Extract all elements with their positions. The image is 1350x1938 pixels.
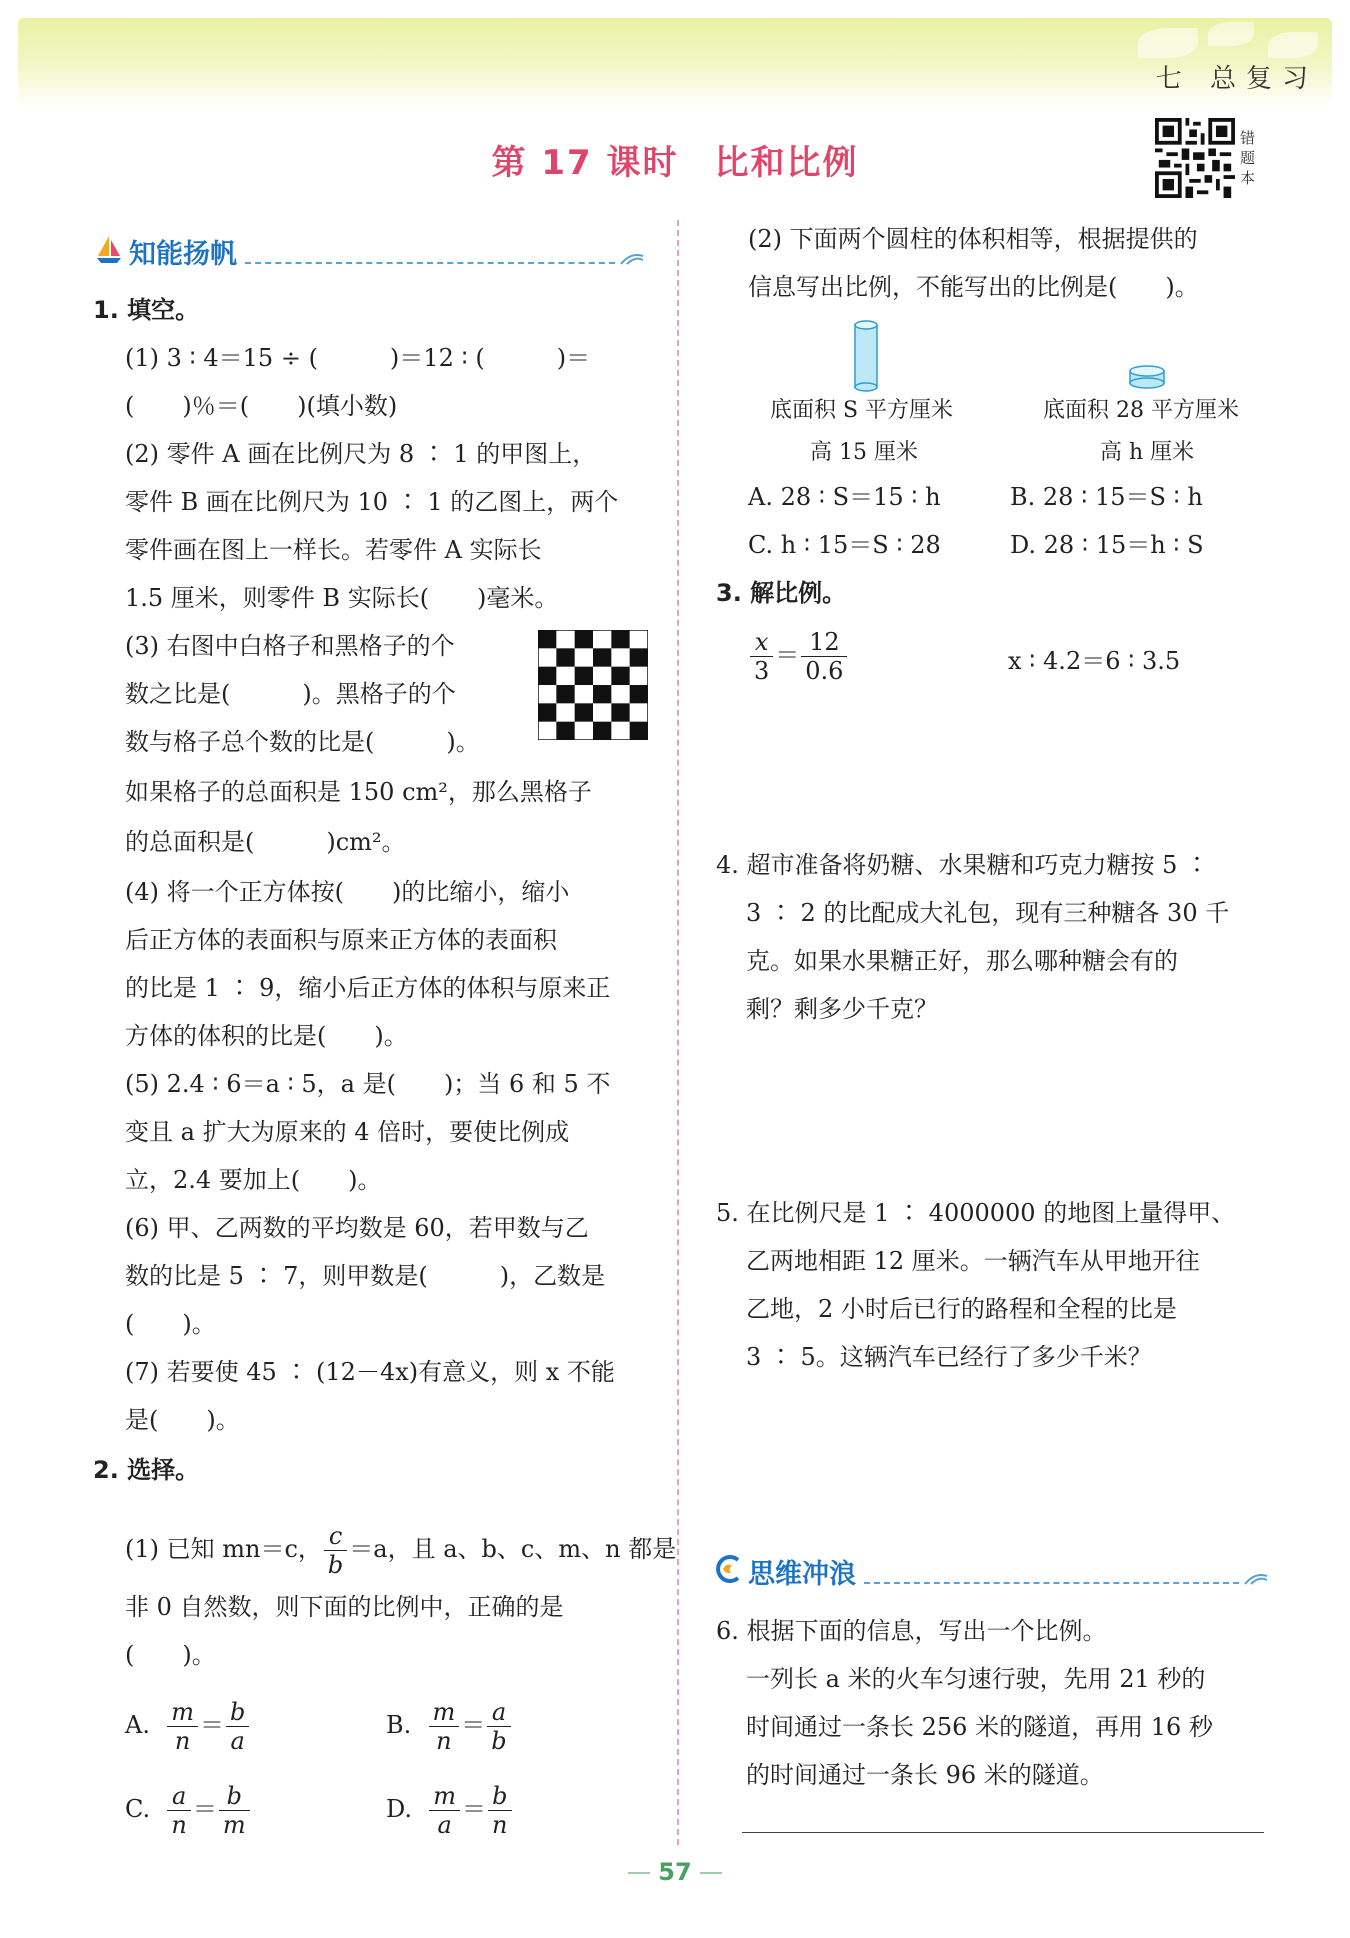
q1-6-line3: ( )。 bbox=[125, 1310, 216, 1338]
cylinder1-caption-2: 高 15 厘米 bbox=[810, 440, 918, 465]
q1-3-line2: 数之比是( )。黑格子的个 bbox=[125, 680, 456, 708]
column-divider bbox=[677, 220, 679, 1845]
swoosh-icon bbox=[619, 250, 645, 266]
q2-1-line1 bbox=[125, 1522, 676, 1579]
q1-1-line2: ( )％＝( )(填小数) bbox=[125, 392, 398, 420]
q5-line1: 5. 在比例尺是 1 ∶ 4000000 的地图上量得甲、 bbox=[716, 1199, 1236, 1227]
q4-line3: 克。如果水果糖正好，那么哪种糖会有的 bbox=[746, 947, 1178, 975]
q2-2-option-a[interactable]: A. 28 ∶ S＝15 ∶ h bbox=[748, 483, 941, 511]
q2-option-a[interactable]: A. $\frac{m}{n}$ ＝ $\frac{b}{a}$ bbox=[125, 1698, 251, 1755]
leaf-decoration bbox=[1208, 22, 1254, 46]
page-title bbox=[0, 135, 1350, 184]
q1-6-line2: 数的比是 5 ∶ 7，则甲数是( )，乙数是 bbox=[125, 1262, 606, 1290]
short-cylinder-figure bbox=[1127, 364, 1167, 390]
question-3-heading: 3. 解比例。 bbox=[716, 579, 847, 607]
q6-line3: 时间通过一条长 256 米的隧道，再用 16 秒 bbox=[746, 1713, 1213, 1741]
lesson-number: 第 17 课时 bbox=[491, 143, 679, 183]
section-rule bbox=[245, 262, 615, 264]
question-1-heading: 1. 填空。 bbox=[93, 296, 200, 324]
q3-equation-1: $\frac{x}{3}$ ＝ $\frac{12}{0.6}$ bbox=[748, 628, 849, 685]
q2-1-suffix: ＝a，且 a、b、c、m、n 都是 bbox=[349, 1535, 677, 1563]
q1-5-line2: 变且 a 扩大为原来的 4 倍时，要使比例成 bbox=[125, 1118, 570, 1146]
section-title: 思维冲浪 bbox=[748, 1559, 856, 1590]
q3-equation-2: x ∶ 4.2＝6 ∶ 3.5 bbox=[1008, 647, 1181, 675]
q1-7-line1: (7) 若要使 45 ∶ (12－4x)有意义，则 x 不能 bbox=[125, 1358, 615, 1386]
q1-6-line1: (6) 甲、乙两数的平均数是 60，若甲数与乙 bbox=[125, 1214, 589, 1242]
q4-line1: 4. 超市准备将奶糖、水果糖和巧克力糖按 5 ∶ bbox=[716, 851, 1210, 879]
q5-line4: 3 ∶ 5。这辆汽车已经行了多少千米？ bbox=[746, 1343, 1152, 1371]
section-header-siwei bbox=[714, 1552, 1269, 1588]
lesson-topic: 比和比例 bbox=[714, 143, 859, 183]
q2-2-line1: (2) 下面两个圆柱的体积相等，根据提供的 bbox=[748, 225, 1198, 253]
wave-icon bbox=[714, 1554, 742, 1584]
sailboat-icon bbox=[95, 234, 123, 264]
cylinder2-caption-2: 高 h 厘米 bbox=[1100, 440, 1195, 465]
page-number: 57 bbox=[0, 1858, 1350, 1886]
section-rule bbox=[864, 1582, 1239, 1584]
qr-code-icon[interactable] bbox=[1155, 118, 1235, 198]
q2-option-d[interactable]: D. $\frac{m}{a}$ ＝ $\frac{b}{n}$ bbox=[386, 1782, 514, 1839]
q6-line4: 的时间通过一条长 96 米的隧道。 bbox=[746, 1761, 1104, 1789]
q1-3-line5: 的总面积是( )cm²。 bbox=[125, 828, 406, 856]
header-banner bbox=[18, 18, 1332, 108]
q2-2-option-c[interactable]: C. h ∶ 15＝S ∶ 28 bbox=[748, 531, 941, 559]
section-title: 知能扬帆 bbox=[129, 239, 237, 270]
q2-1-line3: ( )。 bbox=[125, 1641, 216, 1669]
q1-7-line2: 是( )。 bbox=[125, 1406, 240, 1434]
tall-cylinder-figure bbox=[852, 320, 880, 392]
swoosh-icon bbox=[1243, 1570, 1269, 1586]
q2-2-option-b[interactable]: B. 28 ∶ 15＝S ∶ h bbox=[1010, 483, 1203, 511]
leaf-decoration bbox=[1138, 28, 1198, 58]
qr-label: 错题本 bbox=[1240, 129, 1256, 187]
q6-line1: 6. 根据下面的信息，写出一个比例。 bbox=[716, 1617, 1107, 1645]
q2-2-line2: 信息写出比例，不能写出的比例是( )。 bbox=[748, 273, 1199, 301]
q1-5-line3: 立，2.4 要加上( )。 bbox=[125, 1166, 382, 1194]
checkerboard-figure bbox=[538, 630, 648, 740]
q2-1-prefix: (1) 已知 mn＝c， bbox=[125, 1535, 322, 1563]
q2-1-line2: 非 0 自然数，则下面的比例中，正确的是 bbox=[125, 1593, 564, 1621]
q1-4-line1: (4) 将一个正方体按( )的比缩小，缩小 bbox=[125, 878, 570, 906]
q1-4-line3: 的比是 1 ∶ 9，缩小后正方体的体积与原来正 bbox=[125, 974, 611, 1002]
q1-5-line1: (5) 2.4 ∶ 6＝a ∶ 5，a 是( )；当 6 和 5 不 bbox=[125, 1070, 611, 1098]
q4-line4: 剩？剩多少千克？ bbox=[746, 995, 938, 1023]
chapter-label: 七 总复习 bbox=[1155, 64, 1318, 94]
section-header-zhineng bbox=[95, 232, 645, 268]
q1-2-line3: 零件画在图上一样长。若零件 A 实际长 bbox=[125, 536, 542, 564]
q1-3-line4: 如果格子的总面积是 150 cm²，那么黑格子 bbox=[125, 778, 592, 806]
q1-3-line3: 数与格子总个数的比是( )。 bbox=[125, 728, 480, 756]
q4-line2: 3 ∶ 2 的比配成大礼包，现有三种糖各 30 千 bbox=[746, 899, 1230, 927]
q2-option-c[interactable]: C. $\frac{a}{n}$ ＝ $\frac{b}{m}$ bbox=[125, 1782, 252, 1839]
q1-4-line2: 后正方体的表面积与原来正方体的表面积 bbox=[125, 926, 557, 954]
q2-2-option-d[interactable]: D. 28 ∶ 15＝h ∶ S bbox=[1010, 531, 1204, 559]
fraction: $\frac{c}{b}$ bbox=[324, 1522, 347, 1579]
q2-option-b[interactable]: B. $\frac{m}{n}$ ＝ $\frac{a}{b}$ bbox=[386, 1698, 513, 1755]
leaf-decoration bbox=[1268, 32, 1318, 58]
cylinder1-caption-1: 底面积 S 平方厘米 bbox=[770, 398, 954, 423]
q1-4-line4: 方体的体积的比是( )。 bbox=[125, 1022, 408, 1050]
q6-line2: 一列长 a 米的火车匀速行驶，先用 21 秒的 bbox=[746, 1665, 1206, 1693]
cylinder2-caption-1: 底面积 28 平方厘米 bbox=[1043, 398, 1239, 423]
q5-line3: 乙地，2 小时后已行的路程和全程的比是 bbox=[746, 1295, 1177, 1323]
q1-3-line1: (3) 右图中白格子和黑格子的个 bbox=[125, 632, 455, 660]
q1-2-line4: 1.5 厘米，则零件 B 实际长( )毫米。 bbox=[125, 584, 559, 612]
question-2-heading: 2. 选择。 bbox=[93, 1456, 200, 1484]
q1-2-line2: 零件 B 画在比例尺为 10 ∶ 1 的乙图上，两个 bbox=[125, 488, 619, 516]
q1-1-line1: (1) 3 ∶ 4＝15 ÷ ( )＝12 ∶ ( )＝ bbox=[125, 344, 591, 372]
q5-line2: 乙两地相距 12 厘米。一辆汽车从甲地开往 bbox=[746, 1247, 1200, 1275]
answer-line[interactable] bbox=[742, 1832, 1264, 1833]
q1-2-line1: (2) 零件 A 画在比例尺为 8 ∶ 1 的甲图上， bbox=[125, 440, 597, 468]
